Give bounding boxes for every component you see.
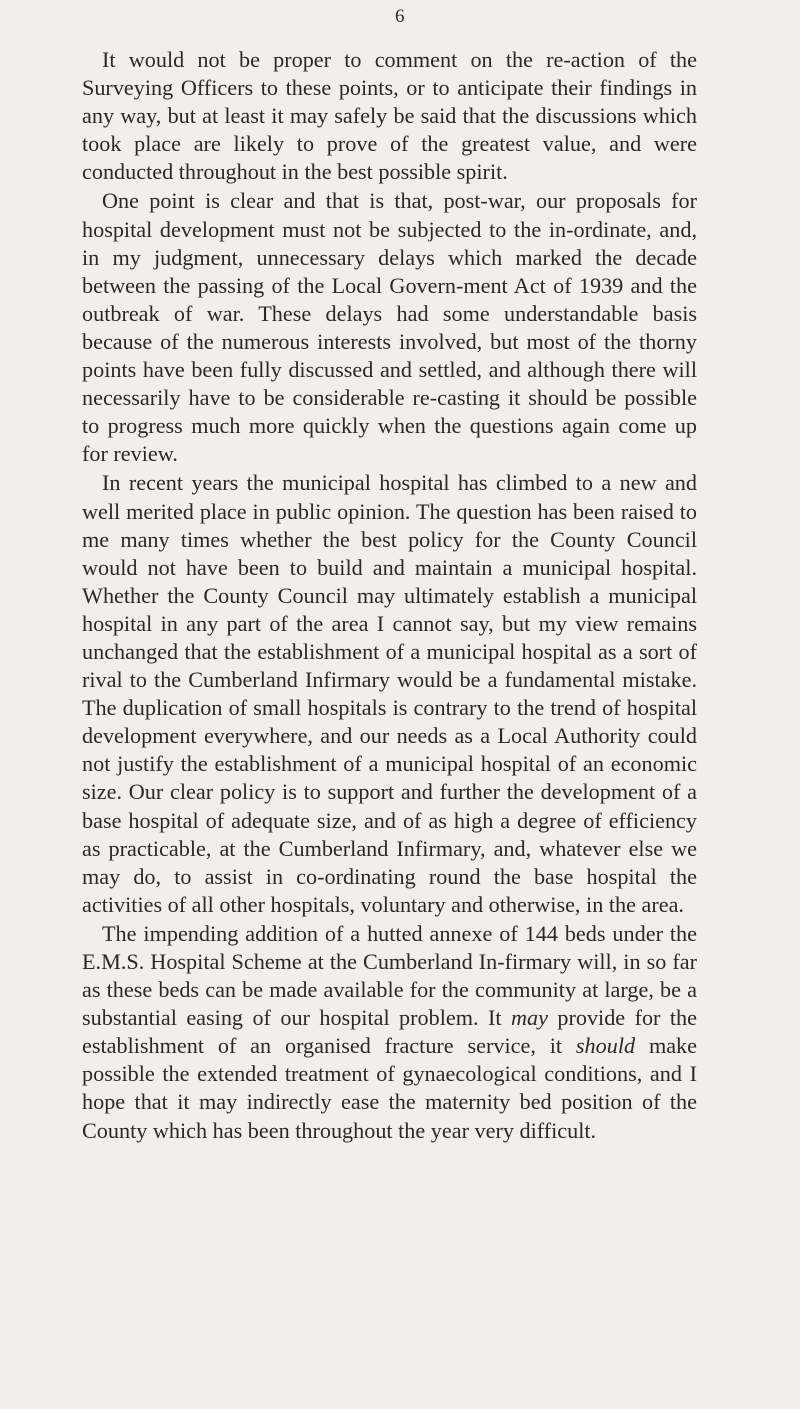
annexe-text-part-1: The impending addition of a hutted annexe of 144 beds under the E.M.S. Hospital Scheme at the Cumberland In-firmary will, in so far as these beds can be made available for the community at large, be a substantial easing of our hospital problem. It [82, 920, 697, 1031]
page-number: 6 [395, 6, 405, 27]
annexe-text-part-3: make possible the extended treatment of gynaecological conditions, and I hope that it may indirectly ease the maternity bed position of the County which has been throughout the year very difficult. [82, 1033, 697, 1143]
annexe-text-part-2: provide for the establishment of an organised fracture service, it [82, 1005, 697, 1059]
annexe-emphasis-should: should [575, 1033, 636, 1059]
paragraph-hutted-annexe [82, 920, 697, 1145]
paragraph-surveying-officers: It would not be proper to comment on the re-action of the Surveying Officers to these points, or to anticipate their findings in any way, but at least it may safely be said that the discussions which took place are likely to prove of the greatest value, and were conducted throughout in the best possible spirit. [82, 47, 697, 185]
annexe-emphasis-may: may [510, 1005, 548, 1031]
paragraph-post-war-proposals: One point is clear and that is that, post-war, our proposals for hospital development must not be subjected to the in-ordinate, and, in my judgment, unnecessary delays which marked the decade between the passing of the Local Govern-ment Act of 1939 and the outbreak of war. These delays had some understandable basis because of the numerous interests involved, but most of the thorny points have been fully discussed and settled, and although there will necessarily have to be considerable re-casting it should be possible to progress much more quickly when the questions again come up for review. [82, 188, 697, 467]
paragraph-municipal-hospital: In recent years the municipal hospital has climbed to a new and well merited place in public opinion. The question has been raised to me many times whether the best policy for the County Council would not have been to build and maintain a municipal hospital. Whether the County Council may ultimately establish a municipal hospital in any part of the area I cannot say, but my view remains unchanged that the establishment of a municipal hospital as a sort of rival to the Cumberland Infirmary would be a fundamental mistake. The duplication of small hospitals is contrary to the trend of hospital development everywhere, and our needs as a Local Authority could not justify the establishment of a municipal hospital of an economic size. Our clear policy is to support and further the development of a base hospital of adequate size, and of as high a degree of efficiency as practicable, at the Cumberland Infirmary, and, whatever else we may do, to assist in co-ordinating round the base hospital the activities of all other hospitals, voluntary and otherwise, in the area. [82, 470, 697, 917]
body-text [82, 46, 697, 1145]
